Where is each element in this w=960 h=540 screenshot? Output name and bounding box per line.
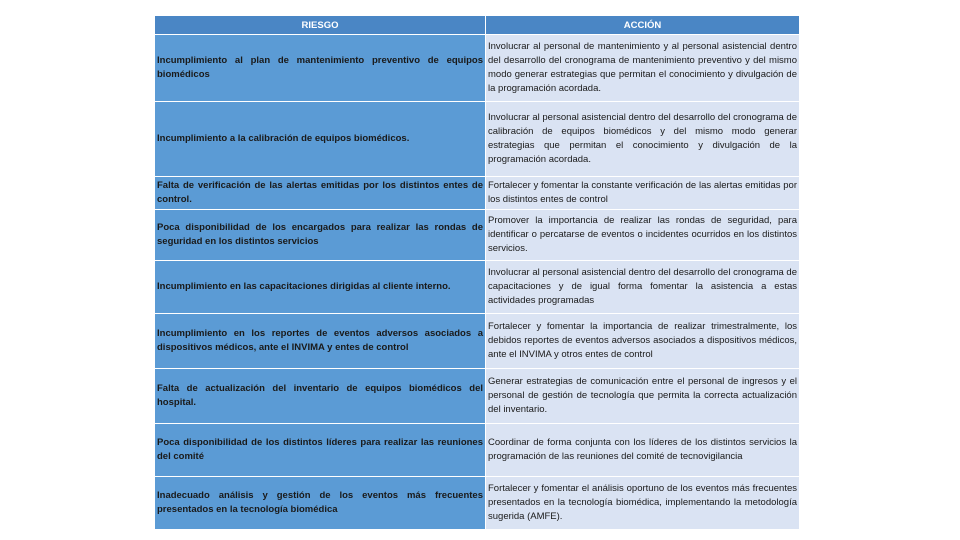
table-row [155,210,800,261]
table-row [155,424,800,477]
risk-action-table [154,15,800,530]
riesgo-cell: Incumplimiento en las capacitaciones dirigidas al cliente interno. [155,261,486,314]
riesgo-cell: Falta de actualización del inventario de equipos biomédicos del hospital. [155,369,486,424]
riesgo-cell: Falta de verificación de las alertas emitidas por los distintos entes de control. [155,177,486,210]
accion-cell: Involucrar al personal de mantenimiento y al personal asistencial dentro del desarrollo del cronograma de mantenimiento preventivo y del mismo modo generar estrategias que permitan el conocimiento y divulgación de la programación acordada. [486,35,800,102]
header-row [155,16,800,35]
accion-cell: Coordinar de forma conjunta con los líderes de los distintos servicios la programación de las reuniones del comité de tecnovigilancia [486,424,800,477]
riesgo-cell: Poca disponibilidad de los encargados para realizar las rondas de seguridad en los distintos servicios [155,210,486,261]
accion-cell: Promover la importancia de realizar las rondas de seguridad, para identificar o percatarse de eventos o incidentes ocurridos en los distintos servicios. [486,210,800,261]
riesgo-cell: Incumplimiento a la calibración de equipos biomédicos. [155,102,486,177]
header-accion: ACCIÓN [486,16,800,35]
riesgo-cell: Incumplimiento al plan de mantenimiento preventivo de equipos biomédicos [155,35,486,102]
accion-cell: Fortalecer y fomentar la constante verificación de las alertas emitidas por los distintos entes de control [486,177,800,210]
table-row [155,177,800,210]
table-row [155,477,800,530]
accion-cell: Fortalecer y fomentar el análisis oportuno de los eventos más frecuentes presentados en la tecnología biomédica, implementando la metodología sugerida (AMFE). [486,477,800,530]
table-row [155,369,800,424]
accion-cell: Generar estrategias de comunicación entre el personal de ingresos y el personal de gestión de tecnología que permita la correcta actualización del inventario. [486,369,800,424]
accion-cell: Involucrar al personal asistencial dentro del desarrollo del cronograma de capacitaciones y de igual forma fomentar la asistencia a estas actividades programadas [486,261,800,314]
accion-cell: Involucrar al personal asistencial dentro del desarrollo del cronograma de calibración de equipos biomédicos y del mismo modo generar estrategias que permitan el conocimiento y divulgación de la programación acordada. [486,102,800,177]
table-row [155,314,800,369]
riesgo-cell: Poca disponibilidad de los distintos líderes para realizar las reuniones del comité [155,424,486,477]
riesgo-cell: Incumplimiento en los reportes de eventos adversos asociados a dispositivos médicos, ante el INVIMA y entes de control [155,314,486,369]
table-row [155,102,800,177]
header-riesgo: RIESGO [155,16,486,35]
riesgo-cell: Inadecuado análisis y gestión de los eventos más frecuentes presentados en la tecnología biomédica [155,477,486,530]
table-row [155,35,800,102]
accion-cell: Fortalecer y fomentar la importancia de realizar trimestralmente, los debidos reportes de eventos adversos asociados a dispositivos médicos, ante el INVIMA y otros entes de control [486,314,800,369]
table-row [155,261,800,314]
